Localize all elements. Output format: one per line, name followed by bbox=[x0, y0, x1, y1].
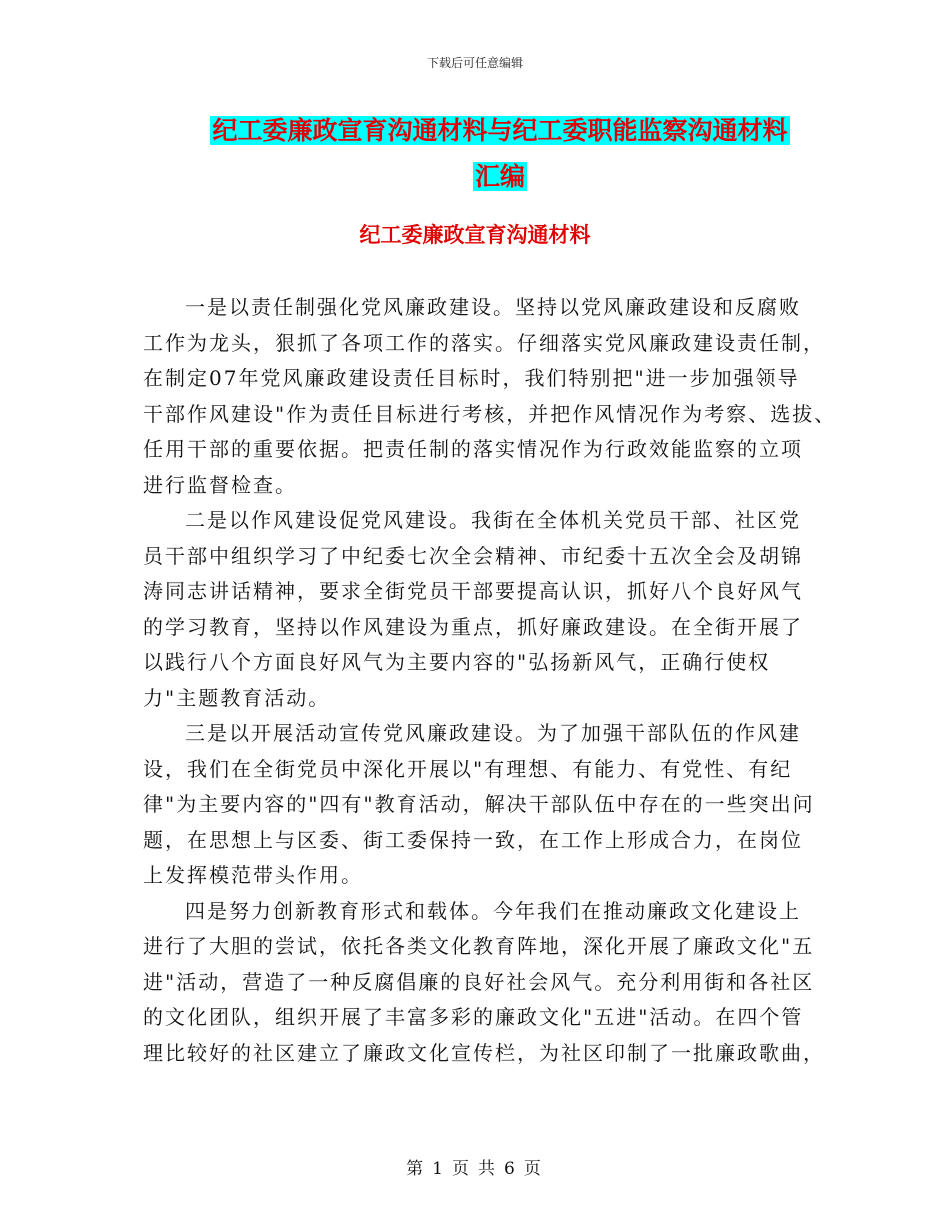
section-title: 纪工委廉政宣育沟通材料 bbox=[359, 223, 591, 247]
footer-suffix: 页 bbox=[523, 1159, 544, 1179]
page-footer bbox=[0, 1154, 950, 1179]
paragraph-line: 理比较好的社区建立了廉政文化宣传栏，为社区印制了一批廉政歌曲， bbox=[143, 1040, 825, 1065]
footer-page-word: 页 bbox=[452, 1159, 472, 1179]
footer-total-word: 共 bbox=[478, 1159, 498, 1179]
paragraph-line: 进"活动，营造了一种反腐倡廉的良好社会风气。充分利用街和各社区 bbox=[143, 969, 815, 994]
paragraph-3 bbox=[143, 716, 823, 894]
paragraph-line: 一是以责任制强化党风廉政建设。坚持以党风廉政建设和反腐败 bbox=[185, 295, 801, 319]
total-pages-number: 6 bbox=[504, 1159, 518, 1179]
paragraph-line: 任用干部的重要依据。把责任制的落实情况作为行政效能监察的立项 bbox=[143, 437, 803, 461]
body-text bbox=[143, 290, 837, 1071]
paragraph-line: 的学习教育，坚持以作风建设为重点，抓好廉政建设。在全街开展了 bbox=[143, 614, 803, 639]
paragraph-line: 力"主题教育活动。 bbox=[143, 685, 331, 710]
paragraph-line: 的文化团队，组织开展了丰富多彩的廉政文化"五进"活动。在四个管 bbox=[143, 1005, 804, 1029]
paragraph-1 bbox=[143, 290, 837, 503]
paragraph-line: 以践行八个方面良好风气为主要内容的"弘扬新风气，正确行使权 bbox=[143, 650, 771, 674]
paragraph-line: 设，我们在全街党员中深化开展以"有理想、有能力、有党性、有纪 bbox=[143, 756, 793, 781]
paragraph-2 bbox=[143, 503, 823, 716]
paragraph-line: 律"为主要内容的"四有"教育活动，解决干部队伍中存在的一些突出问 bbox=[143, 792, 815, 816]
paragraph-line: 进行了大胆的尝试，依托各类文化教育阵地，深化开展了廉政文化"五 bbox=[143, 934, 815, 958]
paragraph-line: 干部作风建设"作为责任目标进行考核，并把作风情况作为考察、选拔、 bbox=[143, 401, 837, 426]
current-page-number: 1 bbox=[432, 1159, 446, 1179]
paragraph-line: 三是以开展活动宣传党风廉政建设。为了加强干部队伍的作风建 bbox=[185, 721, 801, 745]
paragraph-line: 工作为龙头，狠抓了各项工作的落实。仔细落实党风廉政建设责任制， bbox=[143, 330, 825, 355]
title-line-1: 纪工委廉政宣育沟通材料与纪工委职能监察沟通材料 bbox=[212, 116, 788, 145]
paragraph-line: 二是以作风建设促党风建设。我街在全体机关党员干部、社区党 bbox=[185, 508, 801, 532]
paragraph-line: 在制定07年党风廉政建设责任目标时，我们特别把"进一步加强领导 bbox=[143, 366, 800, 390]
paragraph-line: 题，在思想上与区委、街工委保持一致，在工作上形成合力，在岗位 bbox=[143, 827, 803, 852]
paragraph-4 bbox=[143, 894, 823, 1072]
paragraph-line: 涛同志讲话精神，要求全街党员干部要提高认识，抓好八个良好风气 bbox=[143, 579, 803, 603]
paragraph-line: 员干部中组织学习了中纪委七次全会精神、市纪委十五次全会及胡锦 bbox=[143, 543, 803, 568]
paragraph-line: 四是努力创新教育形式和载体。今年我们在推动廉政文化建设上 bbox=[185, 898, 801, 923]
paragraph-line: 上发挥模范带头作用。 bbox=[143, 863, 363, 887]
footer-prefix: 第 bbox=[406, 1159, 427, 1179]
header-note: 下载后可任意编辑 bbox=[426, 56, 523, 70]
paragraph-line: 进行监督检查。 bbox=[143, 472, 297, 497]
title-line-2: 汇编 bbox=[474, 162, 525, 191]
document-title bbox=[150, 108, 850, 200]
